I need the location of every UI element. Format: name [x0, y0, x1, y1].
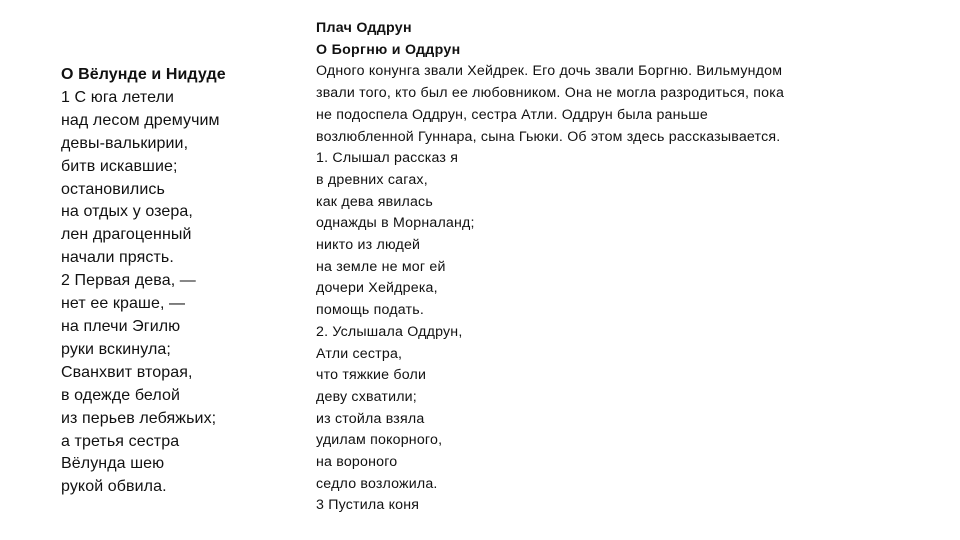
- right-poem-line: 2. Услышала Оддрун,: [316, 323, 463, 340]
- right-intro-line: возлюбленной Гуннара, сына Гьюки. Об этом здесь рассказывается.: [316, 128, 781, 145]
- right-poem-column: [316, 18, 926, 517]
- right-poem-line: удилам покорного,: [316, 432, 443, 449]
- left-poem-title: О Вёлунде и Нидуде: [61, 66, 226, 83]
- left-poem-line: а третья сестра: [61, 432, 180, 450]
- right-poem-line: 3 Пустила коня: [316, 497, 420, 514]
- left-poem-line: над лесом дремучим: [61, 111, 220, 129]
- right-poem-line: деву схватили;: [316, 388, 417, 405]
- left-poem-line: в одежде белой: [61, 386, 181, 404]
- left-poem-line: на плечи Эгилю: [61, 317, 181, 335]
- right-poem-line: что тяжкие боли: [316, 367, 427, 384]
- right-poem-line: как дева явилась: [316, 193, 433, 210]
- left-poem-line: остановились: [61, 180, 165, 198]
- right-poem-line: Атли сестра,: [316, 345, 403, 362]
- right-intro-line: Одного конунга звали Хейдрек. Его дочь звали Боргню. Вильмундом: [316, 63, 783, 80]
- right-poem-line: седло возложила.: [316, 475, 438, 492]
- left-poem-line: битв искавшие;: [61, 157, 178, 175]
- left-poem-line: начали прясть.: [61, 249, 174, 267]
- left-poem-line: нет ее краше, —: [61, 295, 186, 313]
- right-poem-line: в древних сагах,: [316, 171, 428, 188]
- right-poem-line: помощь подать.: [316, 302, 424, 319]
- right-poem-line: однажды в Морналанд;: [316, 215, 475, 232]
- left-poem-line: Сванхвит вторая,: [61, 363, 193, 381]
- left-poem-line: руки вскинула;: [61, 340, 171, 358]
- right-intro-line: звали того, кто был ее любовником. Она не могла разродиться, пока: [316, 85, 785, 102]
- right-poem-title: Плач Оддрун: [316, 20, 412, 36]
- left-poem-line: на отдых у озера,: [61, 203, 193, 221]
- left-poem-line: 1 С юга летели: [61, 88, 175, 106]
- right-poem-line: дочери Хейдрека,: [316, 280, 438, 297]
- right-poem-line: никто из людей: [316, 237, 421, 254]
- left-poem-line: 2 Первая дева, —: [61, 272, 196, 290]
- left-poem-column: [61, 64, 291, 499]
- right-poem-line: на земле не мог ей: [316, 258, 446, 275]
- left-poem-line: девы-валькирии,: [61, 134, 189, 152]
- right-poem-line: из стойла взяла: [316, 410, 425, 427]
- left-poem-line: из перьев лебяжьих;: [61, 409, 217, 427]
- left-poem-line: лен драгоценный: [61, 226, 192, 244]
- right-poem-line: на вороного: [316, 454, 398, 471]
- left-poem-line: рукой обвила.: [61, 478, 167, 496]
- right-poem-subtitle: О Боргню и Оддрун: [316, 41, 461, 58]
- right-intro-line: не подоспела Оддрун, сестра Атли. Оддрун была раньше: [316, 106, 708, 123]
- left-poem-line: Вёлунда шею: [61, 455, 165, 473]
- right-poem-line: 1. Слышал рассказ я: [316, 150, 459, 167]
